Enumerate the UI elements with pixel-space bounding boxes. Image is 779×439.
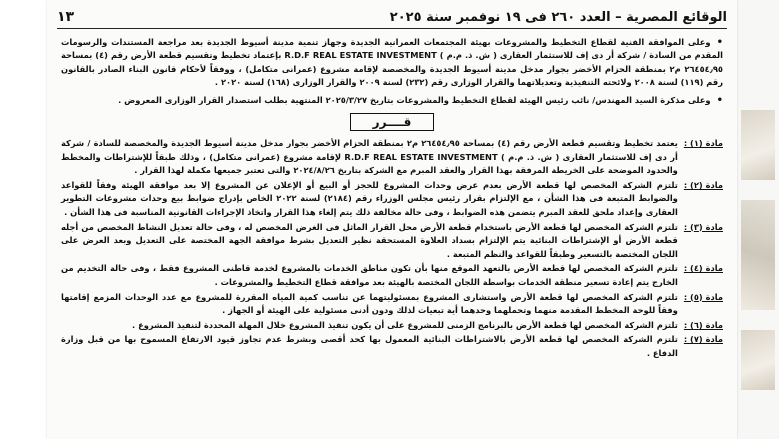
- article-5: [61, 291, 723, 318]
- article-text-part: لإقامة مشروع (عمرانى متكامل) ، وذلك طبقاً للإشتراطات والمخطط والحدود الموضحة على الخريطة المرفقة بهذا القرار والعقد المبرم مع الشركة بتاريخ ٢٠٢٤/٨/٢٦ والتى تعتبر جميعها مكملة لهذا القرار .: [61, 151, 678, 176]
- article-text: تلتزم الشركة المخصص لها قطعة الأرض باستخدام قطعة الأرض محل القرار الماثل فى الغرض المخصص له ، وفى حالة تعديل النشاط المخصص من أجله قطعة الأرض أو الإشتراطات البنائية يتم الإلتزام بسداد العلاوة المستحقة نظير التعديل بشرط موافقة الجهة المختصة على التعديل وبعد العرض على اللجان المختصة بالتسعير وطبقاً للقواعد والنظم المتبعة .: [61, 221, 678, 259]
- bullet-icon: •: [716, 94, 723, 106]
- article-text: تلتزم الشركة المخصص لها قطعة الأرض بالاشتراطات البنائية المعمول بها كحد أقصى وبشرط عدم تجاوز قيود الارتفاع المسموح بها من قبل وزارة الدفاع .: [61, 334, 678, 358]
- article-label: مادة (٧) :: [683, 334, 723, 345]
- left-margin: [0, 0, 47, 439]
- preamble-paragraph: [61, 36, 723, 90]
- article-2: [61, 179, 723, 220]
- company-latin-name: R.D.F REAL ESTATE INVESTMENT: [344, 151, 498, 162]
- article-text: تلتزم الشركة المخصص لها قطعة الأرض بالتعهد الموقع منها بأن تكون مناطق الخدمات بالمشروع لخدمة قاطنى المشروع فقط ، وفى حالة التخديم من الخارج يتم إعادة تسعير منطقة الخدمات بواسطة اللجان المختصة بالهيئة بعد موافقة قطاع التخطيط والمشروعات .: [61, 263, 678, 287]
- article-text: [61, 137, 678, 178]
- gazette-title: الوقائع المصرية – العدد ٢٦٠ فى ١٩ نوفمبر سنة ٢٠٢٥: [389, 9, 727, 25]
- document-body: [61, 36, 723, 362]
- photo-band: [741, 330, 775, 390]
- article-label: مادة (٤) :: [683, 263, 723, 274]
- article-text: تلتزم الشركة المخصص لها قطعة الأرض بعدم عرض وحدات المشروع للحجز أو البيع أو الإعلان عن المشروع إلا بعد موافقة الهيئة وفقاً للقواعد والضوابط المتبعة فى هذا الشأن ، مع الإلتزام بقرار رئيس مجلس الوزراء رقم (٢١٨٤) لسنة ٢٠٢٢ الخاص بإدراج ضوابط بيع وحدات مشروعات التطوير العقارى وإعداد ملحق للعقد المبرم يتضمن هذه الضوابط ، وفى حالة مخالفة ذلك يتم إلغاء هذا القرار واتخاذ الإجراءات القانونية المناسبة فى هذا الشأن .: [61, 179, 678, 217]
- photo-band: [741, 110, 775, 180]
- article-1: [61, 137, 723, 178]
- preamble-text: وعلى مذكرة السيد المهندس/ نائب رئيس الهيئة لقطاع التخطيط والمشروعات بتاريخ ٢٠٢٥/٣/٢٧ المنتهية بطلب استصدار القرار الوزارى المعروض .: [118, 94, 711, 105]
- article-label: مادة (٦) :: [683, 319, 723, 330]
- right-photo-strip: [737, 0, 779, 439]
- gazette-page: [47, 0, 737, 439]
- article-text: تلتزم الشركة المخصص لها قطعة الأرض واستشارى المشروع بمسئوليتهما عن تناسب كمية المياه المقررة للمشروع مع عدد الوحدات المزمع إقامتها وفقاً للوحة المخطط المقدمة منهما وتحملهما وحدهما أية تبعيات لذلك ودون أدنى مسئولية على الهيئة أو الجهاز .: [61, 291, 678, 316]
- decision-heading: قــــرر: [350, 113, 435, 131]
- article-label: مادة (١) :: [683, 138, 723, 149]
- background-photo: [737, 0, 779, 439]
- article-3: [61, 221, 723, 262]
- article-7: [61, 333, 723, 360]
- page-number: ١٣: [57, 9, 75, 25]
- decision-heading-wrap: [61, 111, 723, 131]
- article-label: مادة (٣) :: [683, 221, 723, 232]
- article-label: مادة (٥) :: [683, 291, 723, 302]
- article-label: مادة (٢) :: [683, 179, 723, 190]
- preamble-paragraph: [61, 94, 723, 107]
- preamble-text: وعلى الموافقة الفنية لقطاع التخطيط والمشروعات بهيئة المجتمعات العمرانية الجديدة وجهاز تنمية مدينة أسيوط الجديدة بعد مراجعة المستندات والرسومات المقدم من السادة / شركة أر دى إف للاستثمار العقارى ( ش. ذ. م.م ) R.D.F REAL ESTATE INVESTMENT بإعتماد تخطيط وتقسيم قطعة الأرض رقم (٤) بمساحة ٢٦٤٥٤٫٩٥ م٢ بمنطقة الحزام الأخضر بجوار مدخل مدينة أسيوط الجديدة والمخصصة لإقامة مشروع (عمرانى متكامل) ، ووفقاً لأحكام قانون البناء الصادر بالقانون رقم (١١٩) لسنة ٢٠٠٨ ولائحته التنفيذية وتعديلاتهما والقرار الوزارى رقم (٢٣٢) لسنة ٢٠٠٩ والقرار الوزارى (١٦٨) لسنة ٢٠٢٠ .: [61, 37, 723, 88]
- article-4: [61, 262, 723, 289]
- article-text: تلتزم الشركة المخصص لها قطعة الأرض بالبرنامج الزمنى للمشروع على أن يكون تنفيذ المشروع خلال المهلة المحددة لتنفيذ المشروع .: [132, 319, 678, 330]
- page-header: [57, 6, 727, 29]
- article-text-part: يعتمد تخطيط وتقسيم قطعة الأرض رقم (٤) بمساحة ٢٦٤٥٤٫٩٥ م٢ بمنطقة الحزام الأخضر بجوار مدخل مدينة أسيوط الجديدة والمخصصة للسادة / شركة أر دى إف للاستثمار العقارى ( ش. ذ. م.م ): [61, 138, 678, 162]
- photo-band: [741, 200, 775, 310]
- bullet-icon: •: [716, 37, 723, 48]
- article-6: [61, 319, 723, 333]
